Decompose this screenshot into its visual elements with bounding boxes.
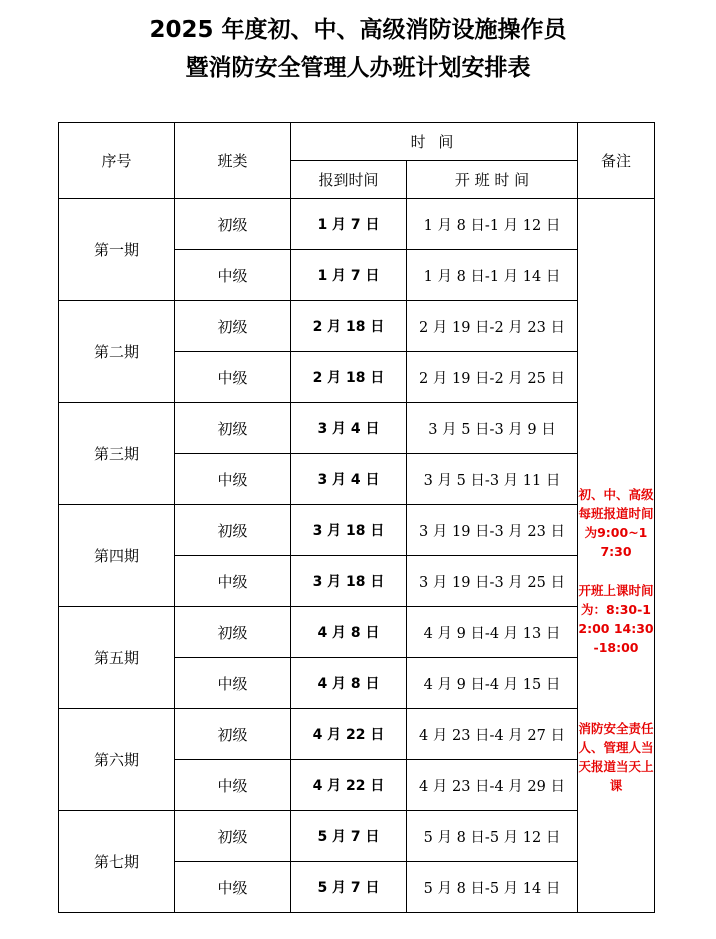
remarks-cell	[578, 199, 655, 913]
report-date: 1 月 7 日	[291, 199, 407, 250]
remark-note2: 开班上课时间为：8:30-12:00 14:30-18:00	[578, 583, 654, 655]
header-remarks: 备注	[578, 123, 655, 199]
period-name: 第二期	[59, 301, 175, 403]
header-class-type: 班类	[175, 123, 291, 199]
table-row	[59, 199, 655, 250]
report-date: 2 月 18 日	[291, 301, 407, 352]
period-name: 第四期	[59, 505, 175, 607]
class-level: 中级	[175, 454, 291, 505]
period-name: 第七期	[59, 811, 175, 913]
class-level: 初级	[175, 709, 291, 760]
class-date-range: 3 月 19 日-3 月 23 日	[407, 505, 578, 556]
class-level: 初级	[175, 607, 291, 658]
class-level: 中级	[175, 250, 291, 301]
class-date-range: 1 月 8 日-1 月 14 日	[407, 250, 578, 301]
header-report-time: 报到时间	[291, 161, 407, 199]
report-date: 1 月 7 日	[291, 250, 407, 301]
schedule-table-body	[59, 123, 655, 913]
class-date-range: 1 月 8 日-1 月 12 日	[407, 199, 578, 250]
period-name: 第五期	[59, 607, 175, 709]
class-date-range: 5 月 8 日-5 月 14 日	[407, 862, 578, 913]
report-date: 3 月 4 日	[291, 454, 407, 505]
report-date: 2 月 18 日	[291, 352, 407, 403]
header-class-period: 开 班 时 间	[407, 161, 578, 199]
class-level: 中级	[175, 658, 291, 709]
class-date-range: 4 月 9 日-4 月 15 日	[407, 658, 578, 709]
header-time: 时 间	[291, 123, 578, 161]
report-date: 4 月 8 日	[291, 658, 407, 709]
document-title-line2: 暨消防安全管理人办班计划安排表	[185, 55, 531, 81]
class-level: 初级	[175, 811, 291, 862]
class-level: 中级	[175, 556, 291, 607]
schedule-table	[58, 122, 655, 913]
document-title-line1: 2025 年度初、中、高级消防设施操作员	[149, 17, 567, 43]
period-name: 第六期	[59, 709, 175, 811]
class-date-range: 2 月 19 日-2 月 25 日	[407, 352, 578, 403]
report-date: 3 月 18 日	[291, 556, 407, 607]
table-row	[59, 709, 655, 760]
period-name: 第三期	[59, 403, 175, 505]
class-level: 初级	[175, 199, 291, 250]
table-row	[59, 811, 655, 862]
table-row	[59, 607, 655, 658]
table-row	[59, 403, 655, 454]
report-date: 5 月 7 日	[291, 862, 407, 913]
class-level: 中级	[175, 862, 291, 913]
report-date: 3 月 4 日	[291, 403, 407, 454]
remark-note1: 初、中、高级每班报道时间为9:00~17:30	[578, 487, 654, 559]
report-date: 4 月 22 日	[291, 760, 407, 811]
report-date: 4 月 8 日	[291, 607, 407, 658]
class-date-range: 2 月 19 日-2 月 23 日	[407, 301, 578, 352]
class-level: 初级	[175, 301, 291, 352]
header-row-top	[59, 123, 655, 161]
class-level: 中级	[175, 760, 291, 811]
class-date-range: 4 月 9 日-4 月 13 日	[407, 607, 578, 658]
header-seq: 序号	[59, 123, 175, 199]
class-date-range: 3 月 5 日-3 月 11 日	[407, 454, 578, 505]
class-date-range: 3 月 5 日-3 月 9 日	[407, 403, 578, 454]
class-date-range: 5 月 8 日-5 月 12 日	[407, 811, 578, 862]
remarks-notes	[578, 485, 654, 795]
period-name: 第一期	[59, 199, 175, 301]
table-row	[59, 505, 655, 556]
report-date: 5 月 7 日	[291, 811, 407, 862]
class-date-range: 4 月 23 日-4 月 29 日	[407, 760, 578, 811]
class-date-range: 4 月 23 日-4 月 27 日	[407, 709, 578, 760]
class-level: 初级	[175, 505, 291, 556]
class-level: 初级	[175, 403, 291, 454]
report-date: 4 月 22 日	[291, 709, 407, 760]
table-row	[59, 301, 655, 352]
class-date-range: 3 月 19 日-3 月 25 日	[407, 556, 578, 607]
class-level: 中级	[175, 352, 291, 403]
remark-note3: 消防安全责任人、管理人当天报道当天上课	[578, 721, 654, 793]
report-date: 3 月 18 日	[291, 505, 407, 556]
